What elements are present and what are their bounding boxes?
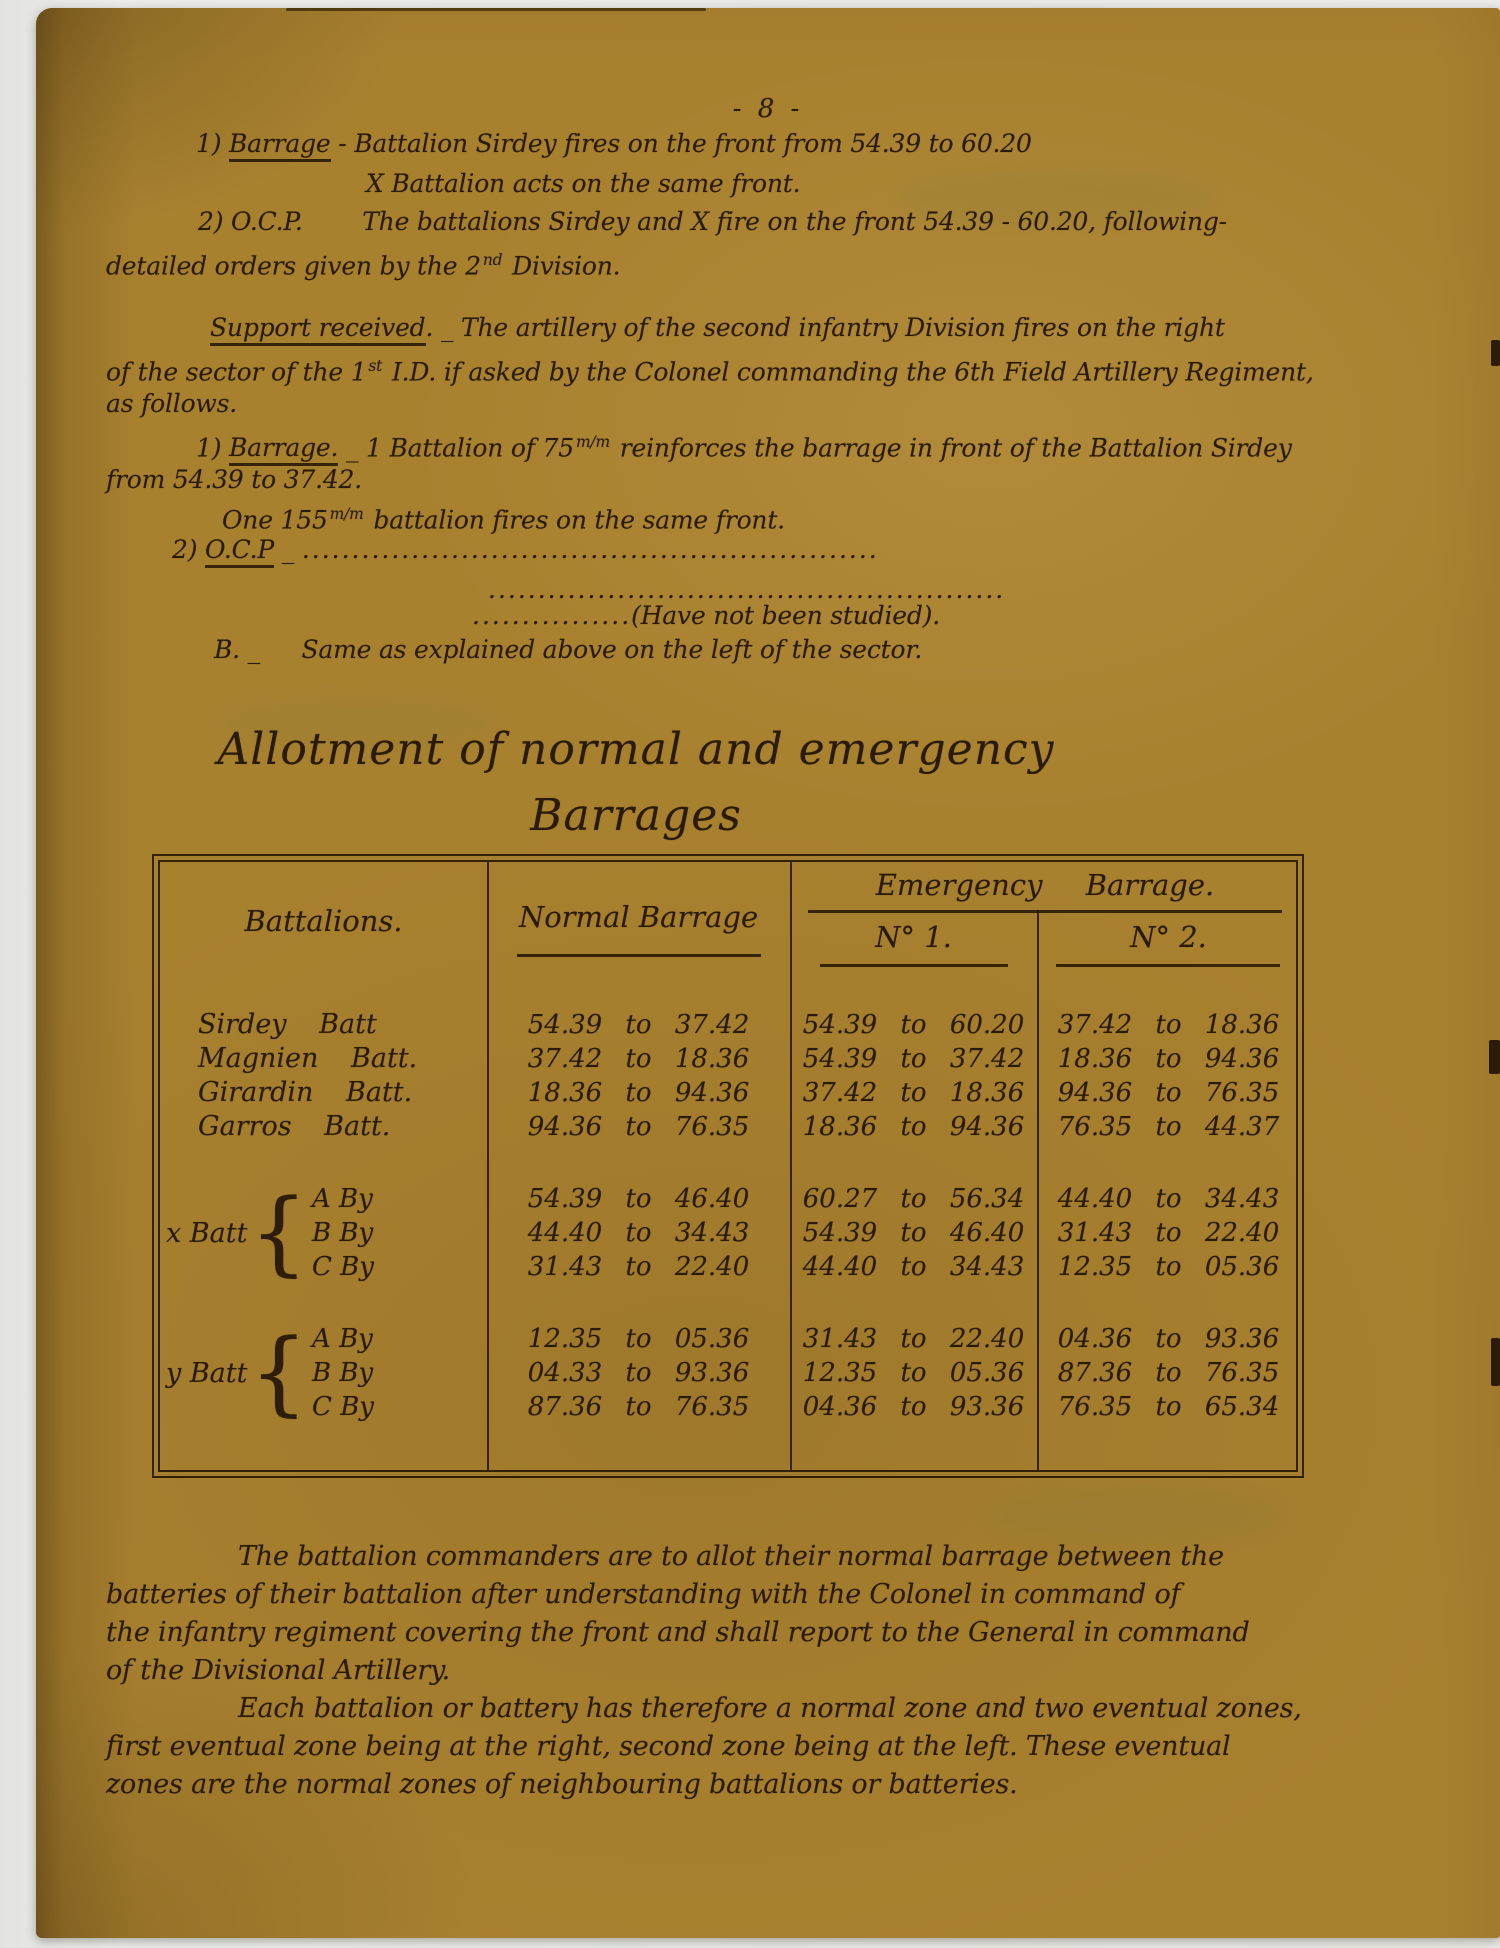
term-ocp: O.C.P	[205, 535, 274, 568]
value-group	[487, 1322, 790, 1424]
ordinal-superscript: st	[368, 357, 383, 375]
item-text: One 155	[222, 505, 328, 535]
dotted-line: ..........................................................	[301, 535, 879, 564]
table-cell: 54.39 to 37.42	[527, 1010, 750, 1040]
item-text: The battalions Sirdey and X fire on the front 54.39 - 60.20, following-	[362, 207, 1227, 236]
closing-paragraphs	[106, 1538, 1306, 1804]
brace-glyph: {	[249, 1319, 309, 1426]
table-cell: 18.36 to 94.36	[527, 1078, 750, 1108]
mm-superscript: m/m	[329, 505, 364, 523]
column-header-n1: N° 1.	[875, 920, 952, 954]
dash: _	[281, 535, 295, 564]
table-cell: 44.40 to 34.43	[527, 1218, 750, 1248]
support-item1-line2: from 54.39 to 37.42.	[106, 465, 362, 494]
item-number: 1)	[196, 433, 222, 463]
item-text: battalion fires on the same front.	[373, 505, 785, 535]
table-cell: 37.42 to 18.36	[527, 1044, 750, 1074]
table-cell: 87.36 to 76.35	[527, 1392, 750, 1422]
column-header-emergency-barrage: Emergency Barrage.	[875, 868, 1215, 902]
term-barrage: Barrage	[229, 129, 330, 162]
support-item2-line	[172, 534, 879, 566]
table-cell: 76.35 to 65.34	[1057, 1392, 1280, 1422]
table-row: Girardin Batt.	[198, 1077, 413, 1108]
show-through-smudge	[986, 1488, 1286, 1543]
table-cell: 12.35 to 05.36	[802, 1358, 1025, 1388]
paragraph-line: of the Divisional Artillery.	[106, 1655, 450, 1686]
ink-speck	[1491, 1338, 1500, 1386]
table-cell: 60.27 to 56.34	[802, 1184, 1025, 1214]
support-line2	[106, 350, 1314, 388]
table-row: C By	[312, 1252, 374, 1282]
document-page	[36, 8, 1500, 1938]
section-title-line2: Barrages	[530, 790, 742, 841]
table-row: B By	[312, 1218, 374, 1248]
group-label: y Batt	[166, 1357, 248, 1389]
item-number: 2)	[198, 207, 224, 236]
value-group	[487, 1008, 790, 1144]
paragraph-line: Each battalion or battery has therefore a normal zone and two eventual zones,	[238, 1693, 1302, 1724]
item-text: Same as explained above on the left of the sector.	[301, 635, 923, 664]
battery-rows	[312, 1322, 374, 1424]
table-cell: 94.36 to 76.35	[527, 1112, 750, 1142]
item-text: Division.	[512, 251, 621, 281]
item-text: reinforces the barrage in front of the Battalion Sirdey	[619, 433, 1292, 463]
support-line3: as follows.	[106, 389, 238, 418]
scan-edge-mark	[286, 8, 706, 11]
table-cell: 44.40 to 34.43	[802, 1252, 1025, 1282]
section-title-line1: Allotment of normal and emergency	[217, 724, 1055, 775]
table-cell: 37.42 to 18.36	[802, 1078, 1025, 1108]
header-underline	[808, 910, 1282, 913]
table-row: Garros Batt.	[198, 1111, 391, 1142]
battery-group-x	[166, 1179, 487, 1286]
support-text: . _ The artillery of the second infantry Division fires on the right	[425, 313, 1225, 342]
value-group	[1037, 1008, 1300, 1144]
table-cell: 31.43 to 22.40	[527, 1252, 750, 1282]
intro-item2-line1	[198, 206, 1227, 238]
support-heading: Support received	[210, 313, 426, 346]
ordinal-superscript: nd	[482, 251, 503, 269]
support-item1-line1	[196, 426, 1292, 464]
b-item-line	[214, 634, 922, 666]
table-column-emergency-n1	[790, 1008, 1037, 1424]
table-row: Sirdey Batt	[198, 1009, 377, 1040]
table-cell: 54.39 to 37.42	[802, 1044, 1025, 1074]
paragraph-line: first eventual zone being at the right, second zone being at the left. These eventual	[106, 1731, 1231, 1762]
item-number: 1)	[196, 129, 222, 158]
table-cell: 04.36 to 93.36	[1057, 1324, 1280, 1354]
support-text: I.D. if asked by the Colonel commanding the 6th Field Artillery Regiment,	[391, 357, 1314, 387]
column-header-battalions: Battalions.	[244, 904, 403, 938]
battery-group-y	[166, 1319, 487, 1426]
header-underline	[1056, 964, 1280, 967]
table-cell: 12.35 to 05.36	[1057, 1252, 1280, 1282]
table-row: A By	[312, 1184, 373, 1214]
table-row: C By	[312, 1392, 374, 1422]
header-underline	[820, 964, 1008, 967]
support-155-line	[222, 498, 785, 536]
value-group	[1037, 1182, 1300, 1284]
brace-glyph: {	[249, 1179, 308, 1286]
paragraph-line: batteries of their battalion after understanding with the Colonel in command of	[106, 1579, 1181, 1610]
item-text: detailed orders given by the 2	[106, 251, 481, 281]
item-label: B. _	[214, 635, 260, 664]
intro-item1-line2: X Battalion acts on the same front.	[366, 169, 801, 198]
support-text: of the sector of the 1	[106, 357, 367, 387]
group-label: x Batt	[166, 1217, 248, 1249]
term-ocp: O.C.P.	[231, 207, 303, 236]
battery-rows	[312, 1182, 374, 1284]
paragraph-line: the infantry regiment covering the front and shall report to the General in command	[106, 1617, 1250, 1648]
item-number: 2)	[172, 535, 198, 564]
item-text: _ 1 Battalion of 75	[346, 433, 574, 463]
table-column-emergency-n2	[1037, 1008, 1300, 1424]
value-group	[790, 1182, 1037, 1284]
table-cell: 04.36 to 93.36	[802, 1392, 1025, 1422]
item-text: - Battalion Sirdey fires on the front from 54.39 to 60.20	[338, 129, 1032, 158]
header-underline	[517, 954, 761, 957]
value-group	[487, 1182, 790, 1284]
table-column-battalions	[160, 1008, 487, 1424]
table-cell: 44.40 to 34.43	[1057, 1184, 1280, 1214]
barrage-allotment-table	[152, 854, 1304, 1478]
support-heading-line	[210, 312, 1225, 344]
column-header-n2: N° 2.	[1130, 920, 1207, 954]
table-cell: 37.42 to 18.36	[1057, 1010, 1280, 1040]
column-header-normal-barrage: Normal Barrage	[518, 900, 759, 934]
table-cell: 54.39 to 46.40	[527, 1184, 750, 1214]
table-cell: 54.39 to 60.20	[802, 1010, 1025, 1040]
table-cell: 12.35 to 05.36	[527, 1324, 750, 1354]
ink-speck	[1491, 340, 1500, 366]
table-cell: 31.43 to 22.40	[802, 1324, 1025, 1354]
dotted-line: ................	[472, 601, 632, 630]
paragraph-line: The battalion commanders are to allot their normal barrage between the	[238, 1541, 1224, 1572]
ink-speck	[1489, 1040, 1500, 1074]
table-row: Magnien Batt.	[198, 1043, 418, 1074]
table-column-normal	[487, 1008, 790, 1424]
table-cell: 18.36 to 94.36	[1057, 1044, 1280, 1074]
value-group	[1037, 1322, 1300, 1424]
intro-item1-line1	[196, 128, 1032, 160]
page-number: - 8 -	[732, 94, 804, 124]
battalion-group	[160, 1008, 487, 1144]
table-cell: 04.33 to 93.36	[527, 1358, 750, 1388]
term-barrage: Barrage.	[229, 433, 338, 466]
table-row: B By	[312, 1358, 374, 1388]
table-inner	[158, 860, 1298, 1472]
table-cell: 87.36 to 76.35	[1057, 1358, 1280, 1388]
not-studied-line	[472, 600, 940, 632]
dotted-line: ....................................................	[488, 575, 1006, 604]
table-cell: 18.36 to 94.36	[802, 1112, 1025, 1142]
intro-item2-line2	[106, 244, 620, 282]
table-cell: 31.43 to 22.40	[1057, 1218, 1280, 1248]
table-cell: 54.39 to 46.40	[802, 1218, 1025, 1248]
table-cell: 76.35 to 44.37	[1057, 1112, 1280, 1142]
value-group	[790, 1008, 1037, 1144]
table-cell: 94.36 to 76.35	[1057, 1078, 1280, 1108]
mm-superscript: m/m	[575, 433, 610, 451]
paragraph-line: zones are the normal zones of neighbouring battalions or batteries.	[106, 1769, 1018, 1800]
note-text: (Have not been studied).	[631, 601, 940, 630]
table-row: A By	[312, 1324, 373, 1354]
value-group	[790, 1322, 1037, 1424]
